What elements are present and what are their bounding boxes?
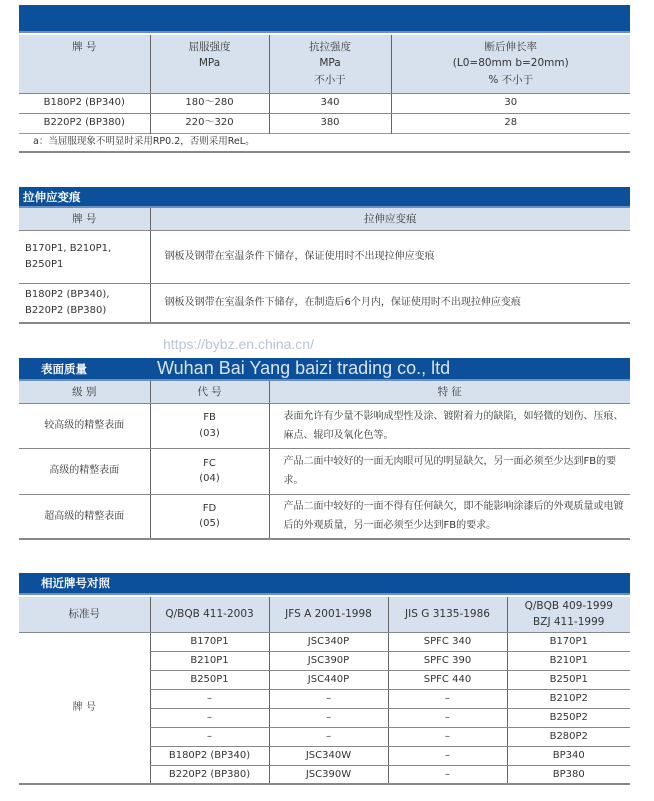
section-header-bar [19,573,630,595]
col-level: 级 别 [19,381,150,403]
cell: SPFC 440 [388,670,507,689]
cell: B210P1 [150,651,269,670]
cell: JSC390W [269,765,388,784]
cell: B210P1 [507,651,630,670]
cell: B250P2 [507,708,630,727]
header-line: 屈服强度 [188,41,231,53]
header-line: % 不小于 [488,73,534,86]
code-number: (04) [199,473,220,484]
cell: 380 [269,113,391,133]
table-row [19,448,630,494]
cell: 钢板及钢带在室温条件下储存，保证使用时不出现拉伸应变痕 [150,230,630,283]
section-title: 相近牌号对照 [41,576,110,590]
code: FC [203,457,216,469]
col-code: 代 号 [150,381,269,403]
cell: B180P2 (BP340), B220P2 (BP380) [25,289,110,316]
cell: 180～280 [150,93,269,113]
section-header-bar [19,5,630,33]
table-row [19,494,630,539]
cell: – [388,765,507,784]
cell: 28 [391,113,630,133]
col-standard: 标准号 [19,597,150,632]
cell: B170P1 [150,632,269,651]
cell: 产品二面中较好的一面不得有任何缺欠，即不能影响涂漆后的外观质量或电镀后的外观质量，另一面必须至少达到FB的要求。 [269,494,630,539]
row-label: 牌 号 [72,702,96,713]
cell: B220P2 (BP380) [43,117,125,129]
col-elongation [391,35,630,93]
cell: – [269,727,388,746]
section-header-bar [19,358,630,381]
cell: BP380 [507,765,630,784]
col-tensile [269,35,391,93]
code-number: (03) [199,427,220,439]
strain-section [19,187,630,324]
cell: 表面允许有少量不影响成型性及涂、镀附着力的缺陷，如轻微的划伤、压痕、麻点、辊印及氧化色等。 [269,403,630,448]
cell: B250P1 [507,670,630,689]
cell: 340 [269,93,391,113]
table-row [19,403,630,448]
code-number: (05) [199,518,220,530]
table-row [19,283,630,323]
mechanical-properties-table [19,35,630,153]
cell: 高级的精整表面 [19,448,150,494]
header-line: MPa [319,57,341,70]
section-header-bar [19,187,630,208]
cell: B280P2 [507,727,630,746]
header-line: BZJ 411-1999 [533,616,605,629]
cell: B250P1 [150,670,269,689]
header-line: MPa [198,57,221,70]
header-line: 不小于 [314,73,346,86]
section-title: 表面质量 [41,361,87,376]
surface-table [19,381,630,540]
cell: SPFC 390 [388,651,507,670]
cell: – [150,689,269,708]
col-yield [150,35,269,93]
watermark-company: Wuhan Bai Yang baizi trading co., ltd [157,358,451,378]
code: FD [202,502,217,514]
table-row [19,93,630,113]
cell: B170P1, B210P1, B250P1 [19,230,150,283]
cell: 220～320 [150,113,269,133]
cell: 较高级的精整表面 [19,403,150,448]
cell: – [150,727,269,746]
cell: – [388,708,507,727]
cell: 超高级的精整表面 [44,510,125,522]
header-line: (L0=80mm b=20mm) [452,57,569,70]
cell [150,494,269,539]
col-jfs: JFS A 2001-1998 [269,597,388,632]
mechanical-properties-section [19,5,630,153]
cell: – [269,708,388,727]
cell: – [269,689,388,708]
cell [150,403,269,448]
code: FB [203,412,216,423]
cell: JSC340W [269,746,388,765]
cell: 产品二面中较好的一面无肉眼可见的明显缺欠，另一面必须至少达到FB的要求。 [269,448,630,494]
cell: B210P2 [507,689,630,708]
header-line: 抗拉强度 [309,41,351,53]
cell: JSC340P [269,632,388,651]
col-strain: 拉伸应变痕 [150,208,630,230]
strain-table [19,208,630,324]
cell: SPFC 340 [388,632,507,651]
col-qbqb411: Q/BQB 411-2003 [150,597,269,632]
cell: 钢板及钢带在室温条件下储存，在制造后6个月内，保证使用时不出现拉伸应变痕 [150,283,630,323]
watermark-url: https://bybz.en.china.cn/ [163,336,314,352]
cell [150,448,269,494]
col-grade: 牌 号 [19,35,150,93]
col-qbqb409 [507,597,630,632]
cell: B180P2 (BP340) [19,93,150,113]
table-row [19,632,630,651]
cell: B220P2 (BP380) [150,765,269,784]
surface-quality-section [19,358,630,540]
footnote: a：当屈服现象不明显时采用RP0.2，否则采用ReL。 [19,133,630,152]
header-line: Q/BQB 409-1999 [524,599,613,612]
cell: – [150,708,269,727]
cell: B180P2 (BP340) [150,746,269,765]
cell: JSC390P [269,651,388,670]
grade-comparison-section [19,573,630,785]
table-row [19,230,630,283]
cell: JSC440P [269,670,388,689]
cell: – [388,746,507,765]
cell: B170P1 [507,632,630,651]
col-grade: 牌 号 [19,208,150,230]
table-row [19,113,630,133]
col-feature: 特 征 [269,381,630,403]
cell: BP340 [507,746,630,765]
header-line: 断后伸长率 [484,41,537,53]
cell: 30 [391,93,630,113]
col-jis: JIS G 3135-1986 [388,597,507,632]
cell: – [388,689,507,708]
cell: – [388,727,507,746]
grade-comparison-table [19,597,630,785]
section-title: 拉伸应变痕 [23,189,81,204]
